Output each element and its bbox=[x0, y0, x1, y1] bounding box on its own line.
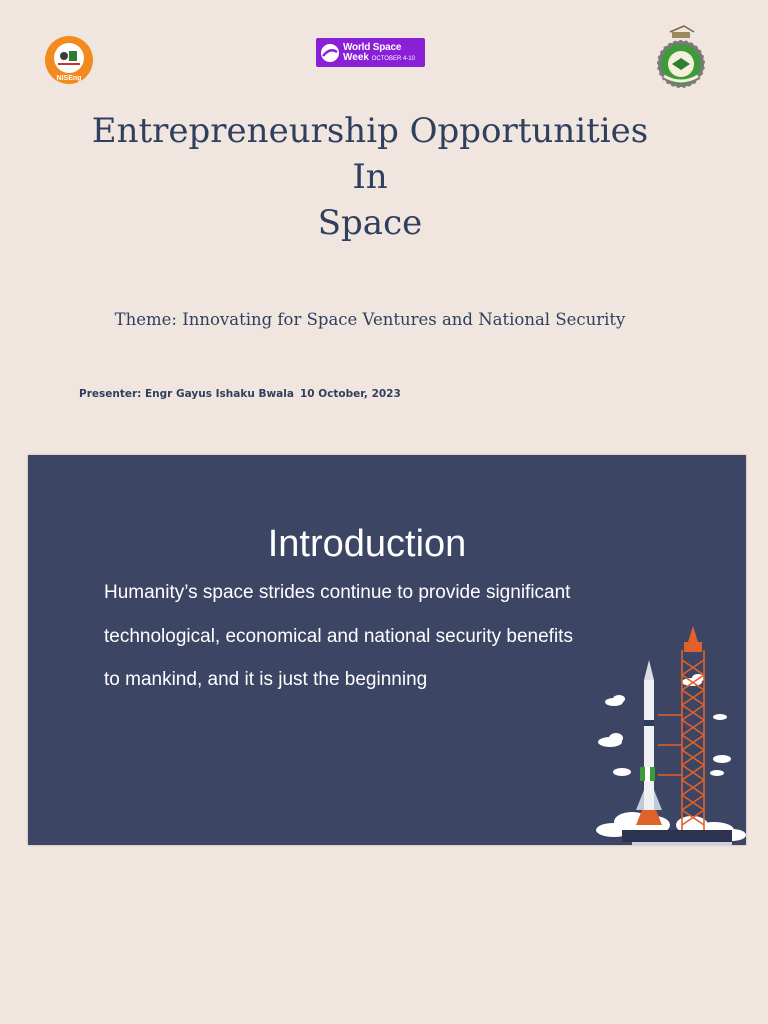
introduction-slide bbox=[28, 455, 746, 845]
faculty-crest-logo bbox=[650, 24, 712, 90]
rocket-launch-illustration bbox=[572, 620, 746, 845]
wsw-line2: Week bbox=[343, 51, 369, 63]
title-line-2: In bbox=[352, 157, 388, 197]
niseng-logo bbox=[43, 34, 95, 86]
title-line-3: Space bbox=[317, 203, 423, 243]
cloud-icon bbox=[596, 674, 746, 841]
world-space-week-logo bbox=[316, 38, 425, 67]
wsw-dates: OCTOBER 4-10 bbox=[371, 55, 415, 62]
theme-text: Theme: Innovating for Space Ventures and National Security bbox=[114, 310, 626, 329]
title-line-1: Entrepreneurship Opportunities bbox=[91, 111, 649, 151]
wsw-line1: World Space bbox=[343, 41, 402, 53]
niseng-logo-text: NISEng bbox=[56, 75, 82, 82]
slide-body-line-3: to mankind, and it is just the beginning bbox=[104, 669, 428, 690]
page-title bbox=[0, 108, 740, 246]
presenter-text: Presenter: Engr Gayus Ishaku Bwala bbox=[79, 388, 294, 400]
presentation-date: 10 October, 2023 bbox=[300, 388, 401, 400]
slide-body-line-2: technological, economical and national security benefits bbox=[104, 625, 573, 647]
slide-title: Introduction bbox=[267, 523, 467, 565]
world-space-week-mark-icon bbox=[320, 43, 340, 63]
rocket-icon bbox=[636, 660, 662, 825]
slide-body-line-1: Humanity’s space strides continue to provide significant bbox=[104, 582, 571, 603]
